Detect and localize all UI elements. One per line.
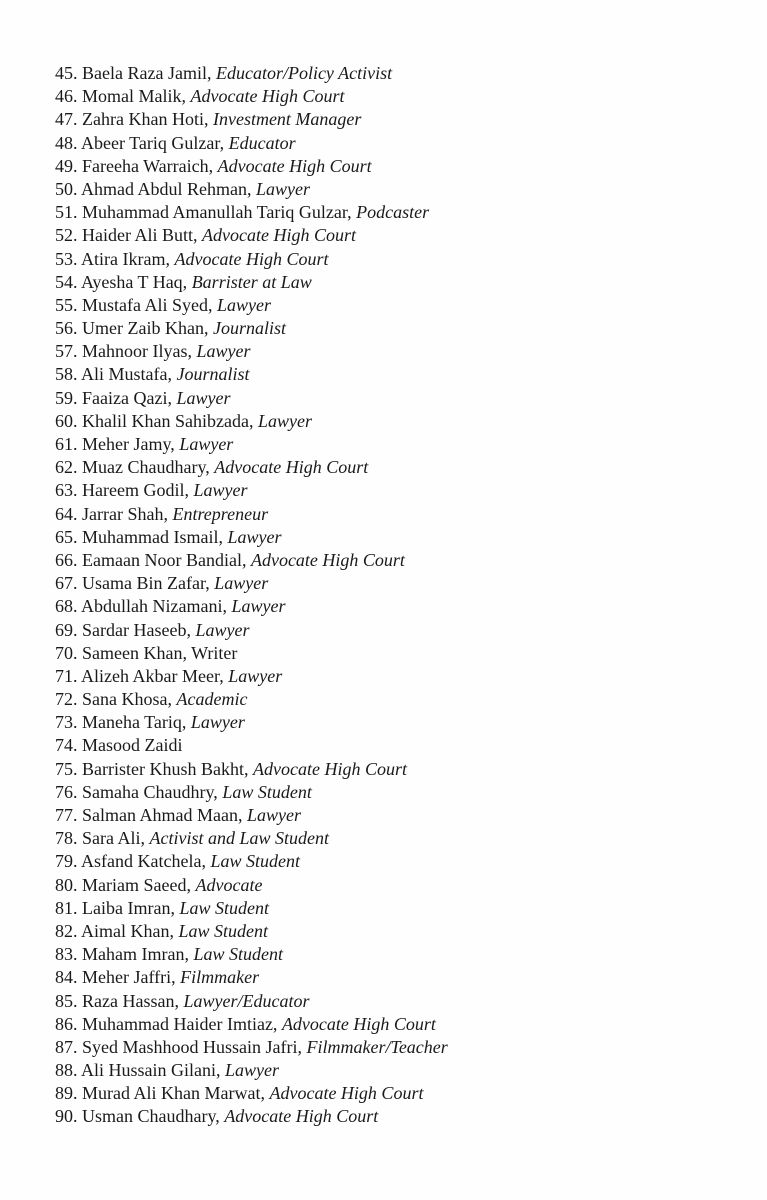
list-item (55, 456, 448, 479)
person-role: Lawyer (228, 665, 283, 686)
person-name: Faaiza Qazi, (82, 387, 172, 408)
item-number: 52. (55, 225, 78, 246)
list-item (55, 132, 448, 155)
item-number: 67. (55, 573, 78, 594)
list-item (55, 920, 448, 943)
item-number: 78. (55, 828, 78, 849)
person-name: Abdullah Nizamani, (81, 596, 227, 617)
person-role: Law Student (179, 897, 269, 918)
person-name: Usman Chaudhary, (82, 1106, 220, 1127)
item-number: 54. (55, 271, 78, 292)
item-number: 77. (55, 805, 78, 825)
person-role: Lawyer (179, 434, 234, 454)
person-name: Meher Jaffri, (82, 967, 176, 988)
person-name: Sardar Haseeb, (82, 619, 191, 640)
list-item (55, 201, 448, 224)
item-number: 71. (55, 665, 78, 686)
person-name: Sana Khosa, (82, 689, 172, 710)
person-role: Lawyer (176, 387, 231, 408)
item-number: 82. (55, 920, 78, 941)
person-name: Muhammad Ismail, (82, 526, 223, 547)
item-number: 86. (55, 1013, 78, 1034)
person-name: Alizeh Akbar Meer, (81, 665, 224, 686)
list-item (55, 340, 448, 363)
person-role: Advocate High Court (250, 549, 405, 570)
list-item (55, 711, 448, 734)
person-role: Lawyer (257, 410, 312, 431)
person-name: Mustafa Ali Syed, (82, 294, 213, 315)
item-number: 66. (55, 549, 78, 570)
person-role: Lawyer (195, 619, 250, 640)
item-number: 80. (55, 874, 78, 895)
person-name: Mariam Saeed, (82, 874, 191, 895)
item-number: 63. (55, 480, 78, 501)
person-role: Lawyer (214, 573, 269, 594)
person-name: Sara Ali, (82, 828, 145, 849)
person-name: Muhammad Amanullah Tariq Gulzar, (82, 202, 352, 223)
item-number: 51. (55, 202, 78, 223)
item-number: 53. (55, 248, 78, 269)
list-item (55, 224, 448, 247)
list-item (55, 248, 448, 271)
item-number: 61. (55, 434, 78, 454)
person-role: Journalist (176, 364, 250, 385)
person-role: Law Student (178, 920, 269, 941)
person-role: Law Student (193, 944, 283, 965)
person-role: Lawyer (217, 294, 271, 315)
list-item (55, 619, 448, 642)
person-role: Advocate (195, 874, 263, 895)
item-number: 60. (55, 410, 78, 431)
list-item (55, 1082, 448, 1105)
list-item (55, 503, 448, 526)
item-number: 87. (55, 1036, 78, 1057)
item-number: 88. (55, 1060, 78, 1081)
item-number: 48. (55, 132, 78, 153)
person-name: Zahra Khan Hoti, (82, 109, 209, 130)
person-name: Meher Jamy, (82, 434, 175, 454)
person-name: Usama Bin Zafar, (82, 573, 210, 594)
list-item (55, 1013, 448, 1036)
item-number: 79. (55, 851, 78, 872)
item-number: 73. (55, 712, 78, 733)
list-item (55, 1059, 448, 1082)
person-role: Educator/Policy Activist (215, 63, 393, 83)
list-item (55, 526, 448, 549)
item-number: 90. (55, 1106, 78, 1127)
person-name: Muhammad Haider Imtiaz, (82, 1013, 278, 1034)
person-role: Advocate High Court (281, 1013, 436, 1034)
item-number: 45. (55, 63, 78, 83)
item-number: 69. (55, 619, 78, 640)
person-name: Laiba Imran, (82, 897, 175, 918)
person-role: Lawyer/Educator (183, 990, 310, 1011)
person-name: Asfand Katchela, (81, 851, 206, 872)
list-item (55, 966, 448, 989)
list-item (55, 665, 448, 688)
item-number: 65. (55, 526, 78, 547)
list-item (55, 178, 448, 201)
person-name: Murad Ali Khan Marwat, (82, 1083, 265, 1104)
list-item (55, 155, 448, 178)
person-name: Salman Ahmad Maan, (82, 805, 243, 825)
person-name: Jarrar Shah, (82, 503, 168, 524)
item-number: 84. (55, 967, 78, 988)
person-name: Sameen Khan, Writer (82, 642, 238, 663)
person-role: Lawyer (246, 805, 301, 825)
list-item (55, 479, 448, 502)
person-role: Educator (228, 132, 296, 153)
list-item (55, 734, 448, 757)
list-item (55, 271, 448, 294)
list-item (55, 827, 448, 850)
person-role: Advocate High Court (190, 86, 345, 107)
item-number: 72. (55, 689, 78, 710)
list-item (55, 85, 448, 108)
person-role: Advocate High Court (174, 248, 329, 269)
person-role: Advocate High Court (202, 225, 356, 246)
person-name: Khalil Khan Sahibzada, (82, 410, 254, 431)
person-name: Maham Imran, (82, 944, 189, 965)
person-name: Fareeha Warraich, (82, 155, 214, 176)
person-name: Barrister Khush Bakht, (82, 758, 249, 779)
person-role: Lawyer (256, 178, 310, 199)
signatory-list (55, 62, 448, 1129)
list-item (55, 410, 448, 433)
list-item (55, 897, 448, 920)
list-item (55, 642, 448, 665)
item-number: 70. (55, 642, 78, 663)
person-name: Umer Zaib Khan, (82, 318, 209, 339)
list-item (55, 990, 448, 1013)
person-name: Momal Malik, (82, 86, 186, 107)
person-name: Baela Raza Jamil, (82, 63, 212, 83)
person-name: Maneha Tariq, (82, 712, 187, 733)
person-name: Eamaan Noor Bandial, (82, 549, 247, 570)
person-role: Filmmaker/Teacher (306, 1036, 448, 1057)
person-role: Advocate High Court (214, 457, 369, 478)
person-role: Lawyer (193, 480, 248, 501)
person-name: Syed Mashhood Hussain Jafri, (82, 1036, 302, 1057)
list-item (55, 874, 448, 897)
list-item (55, 549, 448, 572)
item-number: 46. (55, 86, 78, 107)
item-number: 81. (55, 897, 78, 918)
list-item (55, 108, 448, 131)
person-role: Barrister at Law (191, 271, 312, 292)
list-item (55, 363, 448, 386)
person-name: Masood Zaidi (82, 735, 183, 756)
item-number: 83. (55, 944, 78, 965)
item-number: 62. (55, 457, 78, 478)
person-role: Lawyer (225, 1060, 280, 1081)
person-name: Ahmad Abdul Rehman, (81, 178, 252, 199)
list-item (55, 595, 448, 618)
person-role: Journalist (212, 318, 286, 339)
person-role: Advocate High Court (217, 155, 372, 176)
person-role: Law Student (210, 851, 300, 872)
item-number: 74. (55, 735, 78, 756)
item-number: 75. (55, 758, 78, 779)
person-role: Entrepreneur (172, 503, 269, 524)
item-number: 50. (55, 178, 78, 199)
person-name: Raza Hassan, (82, 990, 179, 1011)
list-item (55, 781, 448, 804)
item-number: 85. (55, 990, 78, 1011)
person-name: Abeer Tariq Gulzar, (81, 132, 225, 153)
person-name: Samaha Chaudhry, (82, 781, 218, 802)
item-number: 58. (55, 364, 78, 385)
item-number: 57. (55, 341, 78, 362)
person-role: Advocate High Court (269, 1083, 424, 1104)
person-role: Activist and Law Student (149, 828, 329, 849)
person-name: Ali Mustafa, (81, 364, 172, 385)
person-name: Atira Ikram, (81, 248, 170, 269)
person-role: Advocate High Court (252, 758, 407, 779)
person-name: Mahnoor Ilyas, (82, 341, 192, 362)
list-item (55, 294, 448, 317)
person-name: Ali Hussain Gilani, (81, 1060, 221, 1081)
item-number: 59. (55, 387, 78, 408)
list-item (55, 387, 448, 410)
item-number: 55. (55, 294, 78, 315)
person-role: Law Student (222, 781, 312, 802)
list-item (55, 317, 448, 340)
person-role: Podcaster (356, 202, 430, 223)
item-number: 56. (55, 318, 78, 339)
list-item (55, 572, 448, 595)
person-role: Lawyer (227, 526, 282, 547)
list-item (55, 758, 448, 781)
item-number: 76. (55, 781, 78, 802)
list-item (55, 1036, 448, 1059)
item-number: 64. (55, 503, 78, 524)
item-number: 68. (55, 596, 78, 617)
person-role: Lawyer (231, 596, 286, 617)
list-item (55, 62, 448, 85)
person-name: Haider Ali Butt, (82, 225, 198, 246)
item-number: 89. (55, 1083, 78, 1104)
person-role: Advocate High Court (224, 1106, 379, 1127)
list-item (55, 433, 448, 456)
person-name: Ayesha T Haq, (81, 271, 188, 292)
list-item (55, 804, 448, 827)
person-role: Lawyer (190, 712, 245, 733)
person-role: Academic (176, 689, 248, 710)
person-name: Muaz Chaudhary, (82, 457, 210, 478)
list-item (55, 850, 448, 873)
person-name: Hareem Godil, (82, 480, 189, 501)
item-number: 49. (55, 155, 78, 176)
list-item (55, 688, 448, 711)
person-name: Aimal Khan, (81, 920, 174, 941)
person-role: Filmmaker (180, 967, 260, 988)
item-number: 47. (55, 109, 78, 130)
person-role: Investment Manager (212, 109, 362, 130)
list-item (55, 943, 448, 966)
person-role: Lawyer (196, 341, 251, 362)
list-item (55, 1105, 448, 1128)
